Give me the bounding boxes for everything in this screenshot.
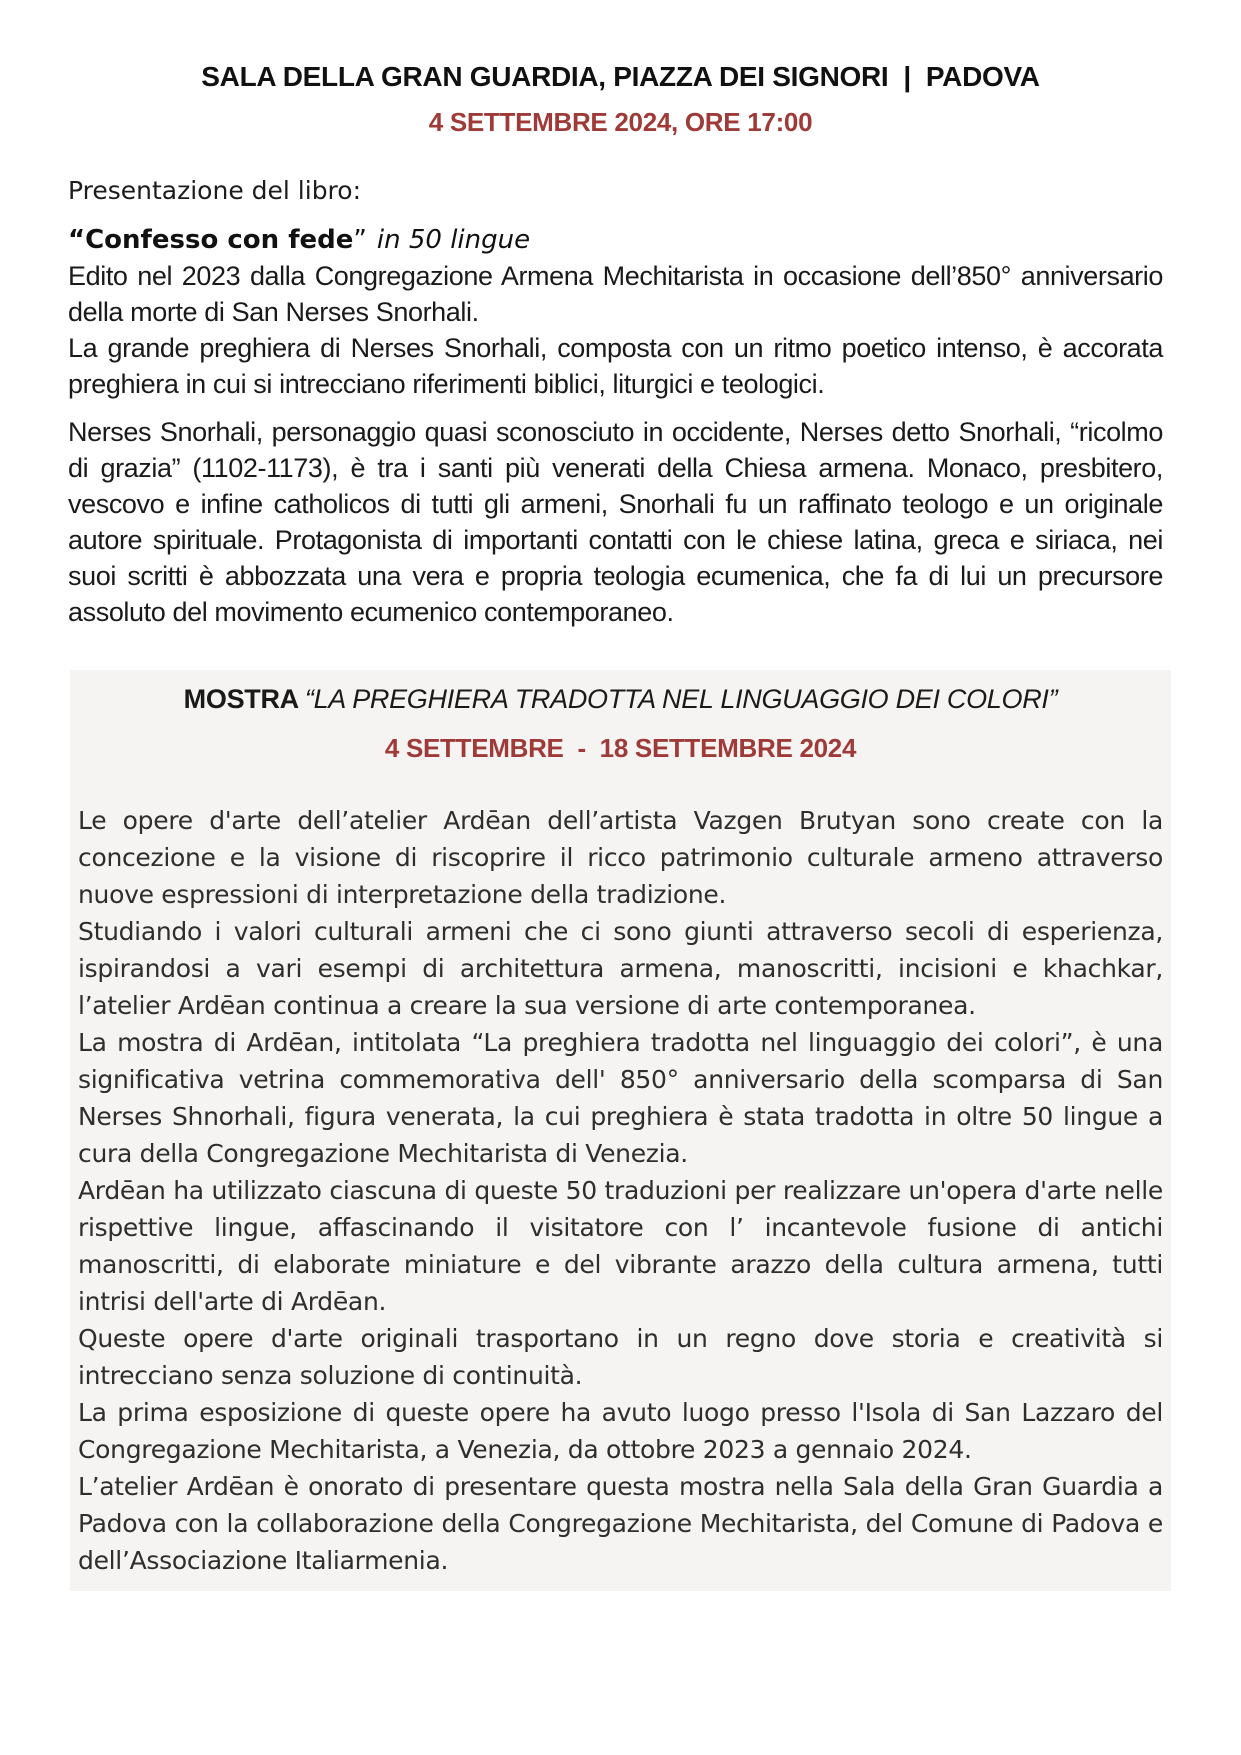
exhibition-paragraph-3: La mostra di Ardēan, intitolata “La preghiera tradotta nel linguaggio dei colori”, è una significativa vetrina commemorativa dell' 850° anniversario della scomparsa di San Nerses Shnorhali, figura venerata, la cui preghiera è stata tradotta in oltre 50 lingue a cura della Congregazione Mechitarista di Venezia. [78,1028,1163,1168]
book-title-close-quote: ” [353,225,367,255]
exhibition-paragraph-5: Queste opere d'arte originali trasportano in un regno dove storia e creatività si intrecciano senza soluzione di continuità. [78,1324,1163,1390]
exhibition-body [78,802,1163,1579]
book-subtitle: in 50 lingue [376,225,531,255]
book-block [68,222,1163,330]
exhibition-box [70,670,1171,1591]
exhibition-paragraph-4: Ardēan ha utilizzato ciascuna di queste 50 traduzioni per realizzare un'opera d'arte nelle rispettive lingue, affascinando il visitatore con l’ incantevole fusione di antichi manoscritti, di elaborate miniature e del vibrante arazzo della cultura armena, tutti intrisi dell'arte di Ardēan. [78,1176,1163,1316]
book-title: “Confesso con fede [68,225,354,255]
exhibition-paragraph-7: L’atelier Ardēan è onorato di presentare questa mostra nella Sala della Gran Guardia a Padova con la collaborazione della Congregazione Mechitarista, del Comune di Padova e dell’Associazione Italiarmenia. [78,1472,1163,1575]
intro-paragraph-2: La grande preghiera di Nerses Snorhali, composta con un ritmo poetico intenso, è accorata preghiera in cui si intrecciano riferimenti biblici, liturgici e teologici. [68,333,1163,399]
book-title-line [68,222,1163,258]
event-date-line: 4 SETTEMBRE 2024, ORE 17:00 [428,107,813,137]
exhibition-heading-label: MOSTRA [183,684,299,714]
intro-section [68,174,1163,630]
page-title: SALA DELLA GRAN GUARDIA, PIAZZA DEI SIGNORI | PADOVA [201,61,1040,92]
intro-paragraph-3: Nerses Snorhali, personaggio quasi sconosciuto in occidente, Nerses detto Snorhali, “ricolmo di grazia” (1102-1173), è tra i santi più venerati della Chiesa armena. Monaco, presbitero, vescovo e infine catholicos di tutti gli armeni, Snorhali fu un raffinato teologo e un originale autore spirituale. Protagonista di importanti contatti con le chiese latina, greca e siriaca, nei suoi scritti è abbozzata una vera e propria teologia ecumenica, che fa di lui un precursore assoluto del movimento ecumenico contemporaneo. [68,417,1163,627]
intro-paragraph-1: Edito nel 2023 dalla Congregazione Armena Mechitarista in occasione dell’850° anniversario della morte di San Nerses Snorhali. [68,261,1163,327]
exhibition-heading-title: “LA PREGHIERA TRADOTTA NEL LINGUAGGIO DEI COLORI” [304,684,1058,714]
presentation-label: Presentazione del libro: [68,176,362,205]
exhibition-paragraph-2: Studiando i valori culturali armeni che ci sono giunti attraverso secoli di esperienza, ispirandosi a vari esempi di architettura armena, manoscritti, incisioni e khachkar, l’atelier Ardēan continua a creare la sua versione di arte contemporanea. [78,917,1163,1020]
exhibition-heading [78,682,1163,716]
exhibition-paragraph-6: La prima esposizione di queste opere ha avuto luogo presso l'Isola di San Lazzaro del Congregazione Mechitarista, a Venezia, da ottobre 2023 a gennaio 2024. [78,1398,1163,1464]
exhibition-date-range: 4 SETTEMBRE - 18 SETTEMBRE 2024 [384,733,857,763]
exhibition-paragraph-1: Le opere d'arte dell’atelier Ardēan dell’artista Vazgen Brutyan sono create con la concezione e la visione di riscoprire il ricco patrimonio culturale armeno attraverso nuove espressioni di interpretazione della tradizione. [78,806,1163,909]
